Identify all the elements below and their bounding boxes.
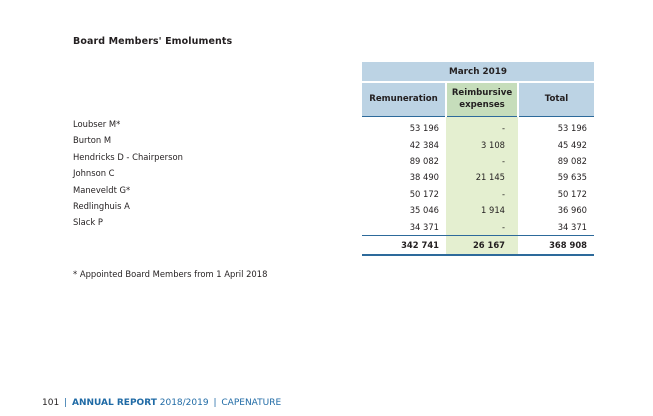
remuneration-header: Remuneration (362, 82, 446, 117)
reimbursive-cell (446, 186, 518, 202)
reimbursive-cell (446, 117, 518, 137)
emoluments-table (362, 62, 594, 256)
footer-separator: | (64, 398, 68, 408)
total-cell: 34 371 (518, 218, 594, 235)
reimbursive-cell (446, 153, 518, 169)
remuneration-cell: 38 490 (362, 169, 446, 185)
period-header: March 2019 (362, 62, 594, 82)
report-year: 2018/2019 (159, 398, 209, 408)
reimbursive-value: - (501, 155, 505, 166)
remuneration-total: 342 741 (362, 235, 446, 255)
reimbursive-total: 26 167 (472, 239, 505, 250)
member-name: Maneveldt G* (73, 184, 131, 195)
reimbursive-header-line2: expenses (459, 99, 505, 110)
total-cell: 53 196 (518, 117, 594, 137)
organisation-name: CAPENATURE (221, 398, 282, 408)
remuneration-cell: 50 172 (362, 186, 446, 202)
remuneration-cell: 35 046 (362, 202, 446, 218)
document-title: Board Members' Emoluments (73, 36, 233, 47)
member-name: Loubser M* (73, 119, 121, 129)
reimbursive-value: 3 108 (481, 139, 505, 150)
table-row (362, 202, 594, 218)
page-footer (42, 398, 281, 408)
footnote: * Appointed Board Members from 1 April 2018 (73, 269, 268, 279)
table-row (362, 169, 594, 185)
totals-row (362, 235, 594, 255)
total-header: Total (518, 82, 594, 117)
member-name: Hendricks D - Chairperson (73, 151, 183, 162)
table-row (362, 153, 594, 169)
reimbursive-value: - (501, 188, 505, 199)
table-row (362, 117, 594, 137)
remuneration-cell: 89 082 (362, 153, 446, 169)
member-names (73, 116, 343, 231)
total-cell: 45 492 (518, 136, 594, 152)
grand-total: 368 908 (518, 235, 594, 255)
table-row (362, 186, 594, 202)
remuneration-cell: 53 196 (362, 117, 446, 137)
member-name: Burton M (73, 135, 112, 146)
total-cell: 89 082 (518, 153, 594, 169)
member-name: Redlinghuis A (73, 200, 130, 211)
total-cell: 59 635 (518, 169, 594, 185)
member-name: Johnson C (73, 168, 115, 179)
reimbursive-cell (446, 136, 518, 152)
footer-separator: | (213, 398, 217, 408)
reimbursive-cell (446, 218, 518, 235)
page-number: 101 (42, 398, 60, 408)
reimbursive-value: - (501, 221, 505, 232)
reimbursive-value: 21 145 (475, 172, 505, 183)
report-name: ANNUAL REPORT (71, 398, 157, 408)
remuneration-cell: 34 371 (362, 218, 446, 235)
total-cell: 50 172 (518, 186, 594, 202)
reimbursive-value: - (501, 123, 505, 134)
reimbursive-total-cell (446, 235, 518, 255)
table-row (362, 218, 594, 235)
reimbursive-cell (446, 169, 518, 185)
remuneration-cell: 42 384 (362, 136, 446, 152)
reimbursive-header (446, 82, 518, 117)
member-name: Slack P (73, 217, 103, 228)
reimbursive-cell (446, 202, 518, 218)
reimbursive-header-line1: Reimbursive (451, 88, 513, 98)
table-row (362, 136, 594, 152)
reimbursive-value: 1 914 (481, 205, 505, 216)
total-cell: 36 960 (518, 202, 594, 218)
